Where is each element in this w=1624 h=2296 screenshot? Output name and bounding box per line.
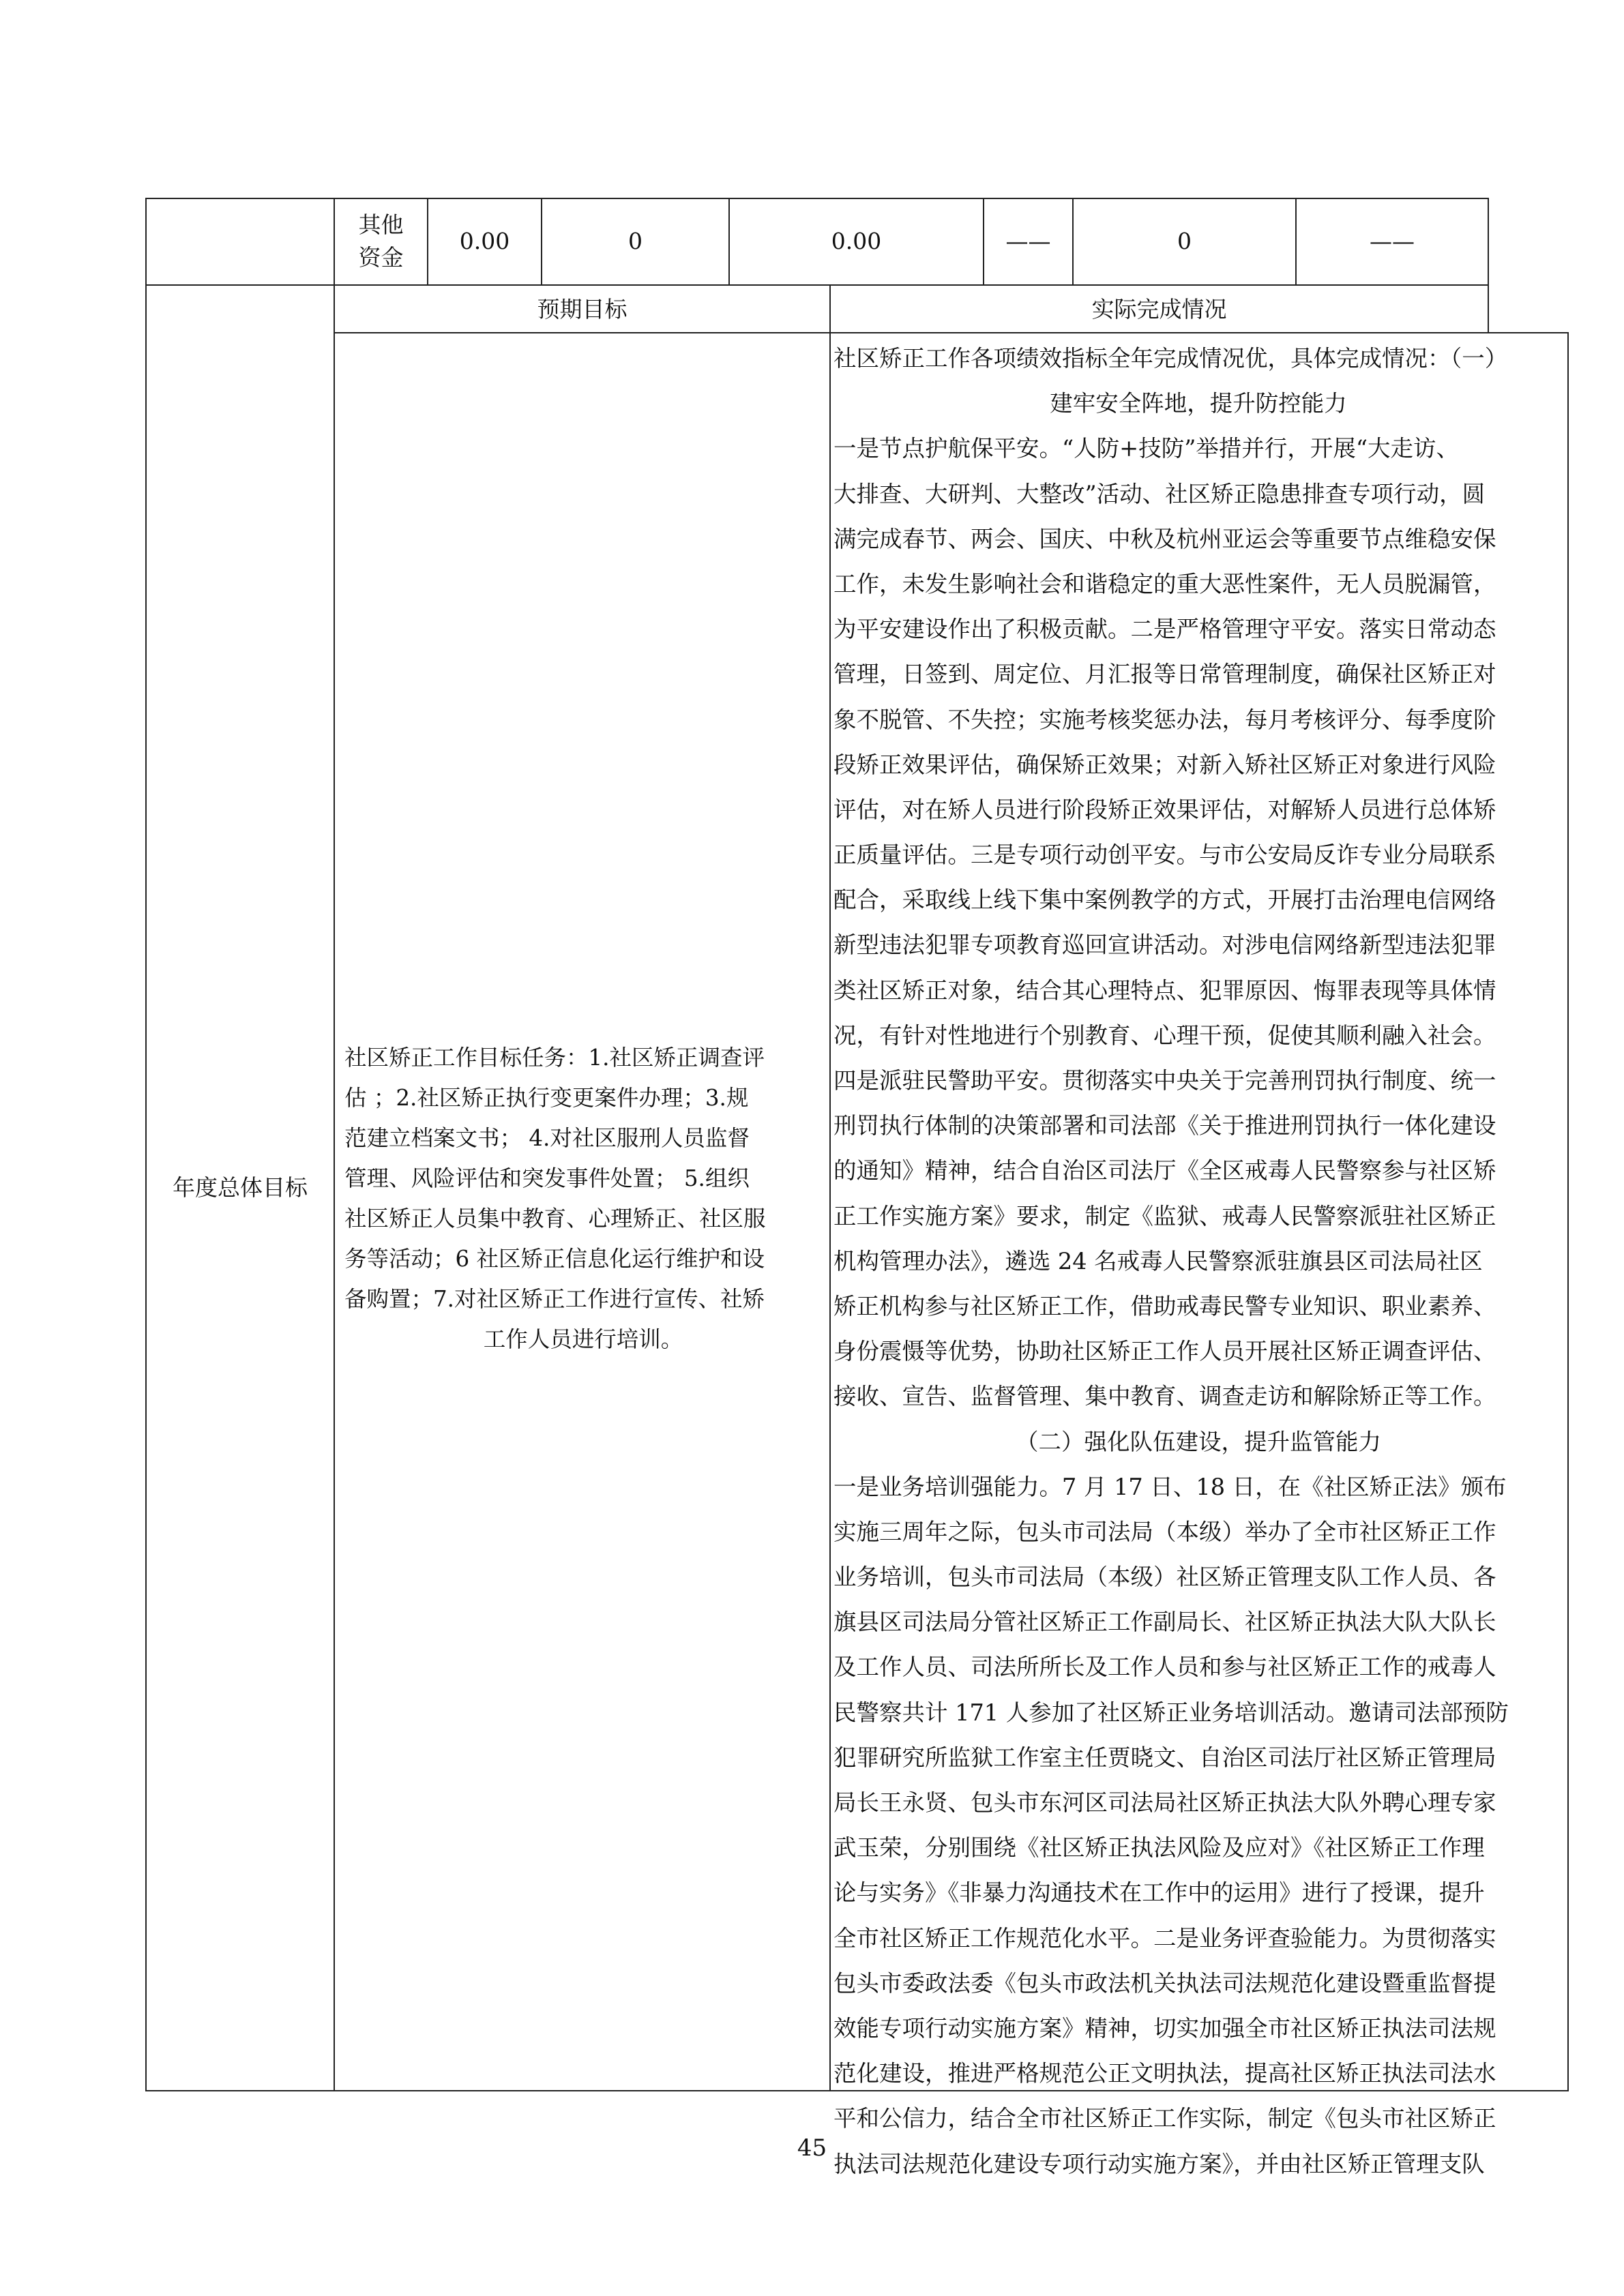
grid-line xyxy=(335,332,1489,333)
header-actual-completion: 实际完成情况 xyxy=(1091,296,1227,323)
actual-completion-line: 的通知》精神，结合自治区司法厅《全区戒毒人民警察参与社区矫 xyxy=(833,1157,1496,1184)
actual-completion-line: 为平安建设作出了积极贡献。二是严格管理守平安。落实日常动态 xyxy=(833,616,1496,643)
grid-line xyxy=(145,198,1489,199)
score-value: 0 xyxy=(1177,228,1192,254)
actual-completion-line: 包头市委政法委《包头市政法机关执法司法规范化建设暨重监督提 xyxy=(833,1969,1496,1997)
actual-completion-line: 大排查、大研判、大整改”活动、社区矫正隐患排查专项行动，圆 xyxy=(833,480,1486,507)
expected-goal-line: 工作人员进行培训。 xyxy=(483,1326,683,1352)
expected-goal-line: 范建立档案文书； 4.对社区服刑人员监督 xyxy=(344,1125,750,1151)
actual-completion-line: 况，有针对性地进行个别教育、心理干预，促使其顺利融入社会。 xyxy=(833,1022,1496,1049)
execution-rate-dash: —— xyxy=(1005,228,1051,254)
expected-goal-text xyxy=(344,1038,822,1360)
score-dash: —— xyxy=(1370,228,1415,254)
header-expected-goal: 预期目标 xyxy=(537,296,628,323)
actual-completion-line: 民警察共计 171 人参加了社区矫正业务培训活动。邀请司法部预防 xyxy=(833,1699,1509,1726)
actual-completion-line: 社区矫正工作各项绩效指标全年完成情况优，具体完成情况：（一） xyxy=(833,345,1508,372)
actual-completion-line: 实施三周年之际，包头市司法局（本级）举办了全市社区矫正工作 xyxy=(833,1518,1496,1545)
actual-completion-line: 武玉荣，分别围绕《社区矫正执法风险及应对》《社区矫正工作理 xyxy=(833,1834,1485,1862)
actual-completion-line: 局长王永贤、包头市东河区司法局社区矫正执法大队外聘心理专家 xyxy=(833,1789,1496,1816)
actual-completion-line: 犯罪研究所监狱工作室主任贾晓文、自治区司法厅社区矫正管理局 xyxy=(833,1744,1496,1771)
actual-completion-line: 旗县区司法局分管社区矫正工作副局长、社区矫正执法大队大队长 xyxy=(833,1609,1496,1636)
expected-goal-line: 备购置；7.对社区矫正工作进行宣传、社矫 xyxy=(344,1286,765,1312)
actual-completion-line: 效能专项行动实施方案》精神，切实加强全市社区矫正执法司法规 xyxy=(833,2014,1496,2042)
actual-completion-line: 刑罚执行体制的决策部署和司法部《关于推进刑罚执行一体化建设 xyxy=(833,1112,1496,1139)
actual-completion-line: 评估，对在矫人员进行阶段矫正效果评估，对解矫人员进行总体矫 xyxy=(833,796,1496,823)
actual-completion-line: 新型违法犯罪专项教育巡回宣讲活动。对涉电信网络新型违法犯罪 xyxy=(833,931,1496,959)
expected-goal-line: 管理、风险评估和突发事件处置； 5.组织 xyxy=(344,1165,750,1191)
grid-line xyxy=(145,198,147,2091)
grid-line xyxy=(1488,198,1489,333)
budget-start-value: 0.00 xyxy=(459,228,510,254)
actual-completion-line: （二）强化队伍建设，提升监管能力 xyxy=(1016,1428,1381,1455)
actual-completion-line: 建牢安全阵地，提升防控能力 xyxy=(1050,390,1347,417)
budget-full-value: 0 xyxy=(628,228,643,254)
actual-completion-line: 范化建设，推进严格规范公正文明执法，提高社区矫正执法司法水 xyxy=(833,2060,1496,2087)
executed-value: 0.00 xyxy=(831,228,882,254)
actual-completion-line: 正质量评估。三是专项行动创平安。与市公安局反诈专业分局联系 xyxy=(833,841,1496,869)
actual-completion-line: 平和公信力，结合全市社区矫正工作实际，制定《包头市社区矫正 xyxy=(833,2105,1496,2132)
row-label-annual-goal: 年度总体目标 xyxy=(173,1174,308,1201)
actual-completion-line: 段矫正效果评估，确保矫正效果；对新入矫社区矫正对象进行风险 xyxy=(833,751,1496,778)
actual-completion-line: 矫正机构参与社区矫正工作，借助戒毒民警专业知识、职业素养、 xyxy=(833,1292,1496,1320)
grid-line xyxy=(145,284,1489,286)
expected-goal-line: 社区矫正工作目标任务：1.社区矫正调查评 xyxy=(344,1045,765,1071)
actual-completion-line: 管理，日签到、周定位、月汇报等日常管理制度，确保社区矫正对 xyxy=(833,661,1496,688)
grid-line xyxy=(1489,332,1569,333)
actual-completion-line: 一是业务培训强能力。7 月 17 日、18 日，在《社区矫正法》颁布 xyxy=(833,1473,1507,1500)
actual-completion-line: 接收、宣告、监督管理、集中教育、调查走访和解除矫正等工作。 xyxy=(833,1383,1496,1410)
expected-goal-line: 社区矫正人员集中教育、心理矫正、社区服 xyxy=(344,1206,766,1232)
actual-completion-line: 及工作人员、司法所所长及工作人员和参与社区矫正工作的戒毒人 xyxy=(833,1654,1496,1681)
grid-line xyxy=(829,284,831,2091)
actual-completion-line: 满完成春节、两会、国庆、中秋及杭州亚运会等重要节点维稳安保 xyxy=(833,525,1496,552)
funding-source-label: 其他 资金 xyxy=(358,211,404,271)
actual-completion-line: 业务培训，包头市司法局（本级）社区矫正管理支队工作人员、各 xyxy=(833,1564,1496,1591)
actual-completion-line: 机构管理办法》，遴选 24 名戒毒人民警察派驻旗县区司法局社区 xyxy=(833,1247,1483,1274)
actual-completion-line: 论与实务》《非暴力沟通技术在工作中的运用》进行了授课，提升 xyxy=(833,1879,1485,1907)
actual-completion-line: 全市社区矫正工作规范化水平。二是业务评查验能力。为贯彻落实 xyxy=(833,1924,1496,1952)
actual-completion-line: 类社区矫正对象，结合其心理特点、犯罪原因、悔罪表现等具体情 xyxy=(833,976,1496,1004)
actual-completion-line: 执法司法规范化建设专项行动实施方案》，并由社区矫正管理支队 xyxy=(833,2150,1485,2177)
actual-completion-line: 身份震慑等优势，协助社区矫正工作人员开展社区矫正调查评估、 xyxy=(833,1338,1496,1365)
grid-line xyxy=(1567,332,1569,2091)
grid-line xyxy=(334,198,335,2091)
actual-completion-line: 配合，采取线上线下集中案例教学的方式，开展打击治理电信网络 xyxy=(833,886,1496,914)
actual-completion-text xyxy=(833,336,1563,2187)
actual-completion-line: 工作，未发生影响社会和谐稳定的重大恶性案件，无人员脱漏管， xyxy=(833,570,1496,597)
actual-completion-line: 象不脱管、不失控；实施考核奖惩办法，每月考核评分、每季度阶 xyxy=(833,706,1496,733)
actual-completion-line: 四是派驻民警助平安。贯彻落实中央关于完善刑罚执行制度、统一 xyxy=(833,1067,1496,1094)
expected-goal-line: 务等活动；6 社区矫正信息化运行维护和设 xyxy=(344,1246,765,1272)
actual-completion-line: 正工作实施方案》要求，制定《监狱、戒毒人民警察派驻社区矫正 xyxy=(833,1202,1496,1229)
expected-goal-line: 估 ；2.社区矫正执行变更案件办理；3.规 xyxy=(344,1085,749,1111)
actual-completion-line: 一是节点护航保平安。“人防+技防”举措并行，开展“大走访、 xyxy=(833,435,1459,462)
page-number: 45 xyxy=(797,2134,827,2162)
